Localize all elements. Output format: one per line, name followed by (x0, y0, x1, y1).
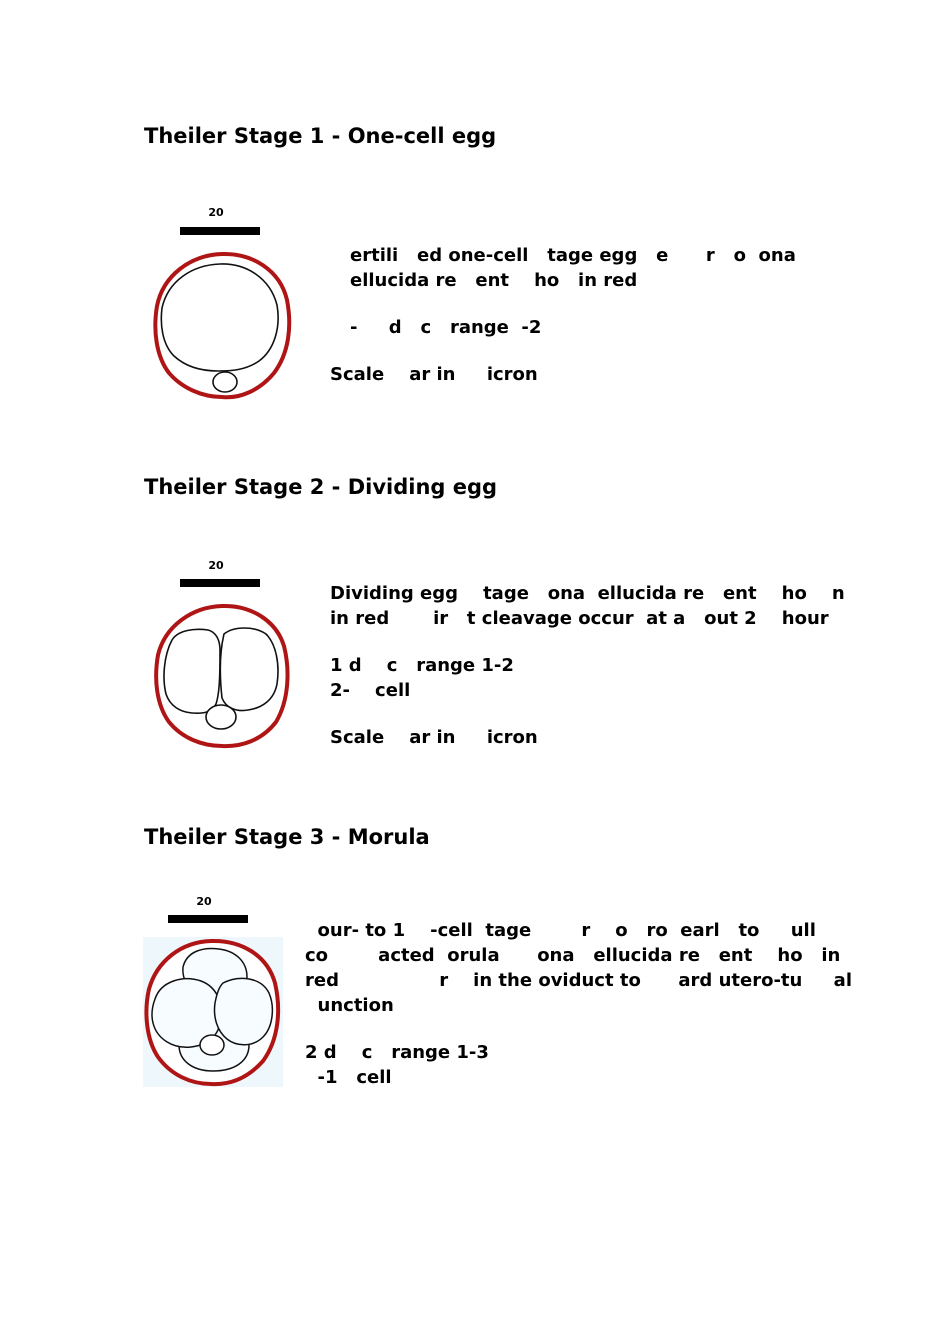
stage-2-scale (180, 559, 260, 589)
stage-2-scale-label: 20 (208, 559, 224, 572)
stage-2-blastomere-right (220, 628, 278, 711)
stage-2-desc-line-2: in red ir t cleavage occur at a out 2 hour (330, 608, 829, 629)
stage-3-heading: Theiler Stage 3 - Morula (144, 825, 430, 849)
stage-3-blastomere-right (215, 978, 273, 1044)
stage-3-polar-body (200, 1035, 224, 1055)
stage-1-heading: Theiler Stage 1 - One-cell egg (144, 124, 497, 148)
stage-2-range-line-1: 1 d c range 1-2 (330, 655, 514, 676)
stage-1-scale (180, 206, 260, 236)
stage-1-desc-line-2: ellucida re ent ho in red (350, 270, 638, 291)
stage-3-desc-line-1: our- to 1 -cell tage r o ro earl to ull (305, 920, 816, 941)
stage-1-egg-cell (161, 264, 278, 371)
stage-2-scale-text: Scale ar in icron (330, 727, 538, 748)
stage-1-one-cell-egg-drawing (150, 248, 295, 403)
stage-3-morula-drawing (143, 937, 283, 1087)
stage-2-desc-line-1: Dividing egg tage ona ellucida re ent ho n (330, 583, 845, 604)
stage-3-range-line-2: -1 cell (305, 1067, 392, 1088)
stage-3-scale-label: 20 (196, 895, 212, 908)
stage-3-desc-line-3: red r in the oviduct to ard utero-tu al (305, 970, 852, 991)
stage-2-scale-bar (180, 579, 260, 587)
stage-2-dividing-egg-drawing (150, 600, 295, 752)
stage-2-blastomere-left (164, 629, 220, 713)
stage-1-scale-text: Scale ar in icron (330, 364, 538, 385)
stage-1-range-line: - d c range -2 (350, 317, 542, 338)
stage-3-desc-line-4: unction (305, 995, 394, 1016)
stage-1-scale-label: 20 (208, 206, 224, 219)
stage-3-desc-line-2: co acted orula ona ellucida re ent ho in (305, 945, 841, 966)
stage-3-range-line-1: 2 d c range 1-3 (305, 1042, 489, 1063)
stage-1-scale-bar (180, 227, 260, 235)
stage-3-scale-bar (168, 915, 248, 923)
stage-1-polar-body (213, 372, 237, 392)
stage-2-range-line-2: 2- cell (330, 680, 411, 701)
stage-2-heading: Theiler Stage 2 - Dividing egg (144, 475, 498, 499)
stage-1-desc-line-1: ertili ed one-cell tage egg e r o ona (350, 245, 796, 266)
stage-2-polar-body (206, 705, 236, 729)
stage-3-scale (168, 895, 248, 925)
